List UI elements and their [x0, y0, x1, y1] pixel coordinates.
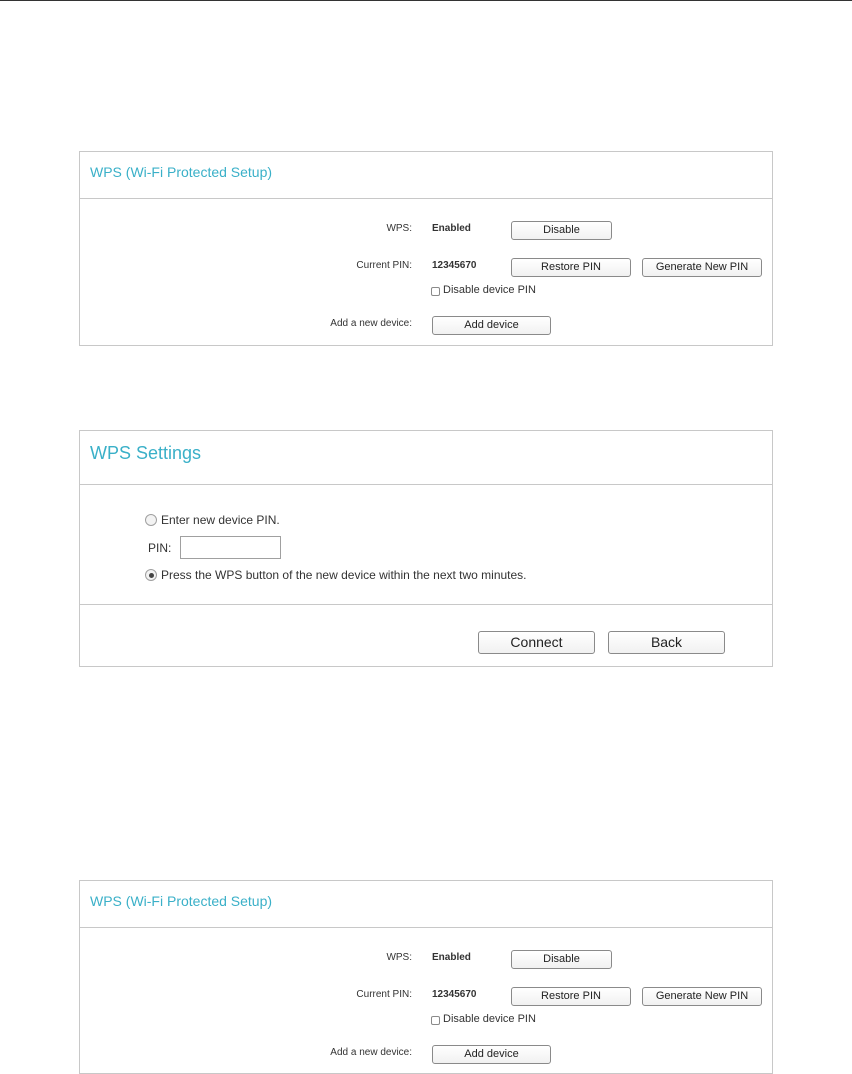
enter-pin-radio[interactable] — [145, 514, 157, 526]
push-button-radio[interactable] — [145, 569, 157, 581]
device-pin-input[interactable] — [180, 536, 281, 559]
wps-panel-bottom-header — [80, 881, 772, 928]
wps-settings-title: WPS Settings — [90, 443, 202, 463]
restore-pin-button[interactable]: Restore PIN — [511, 258, 631, 277]
wps-panel-top — [79, 151, 773, 346]
current-pin-value: 12345670 — [432, 260, 477, 271]
connect-button[interactable]: Connect — [478, 631, 595, 654]
push-button-option-label: Press the WPS button of the new device within the next two minutes. — [161, 568, 527, 582]
disable-wps-button[interactable]: Disable — [511, 950, 612, 969]
enter-pin-option-label: Enter new device PIN. — [161, 513, 280, 527]
wps-panel-bottom — [79, 880, 773, 1074]
restore-pin-button[interactable]: Restore PIN — [511, 987, 631, 1006]
add-new-device-label: Add a new device: — [330, 318, 412, 329]
add-new-device-label: Add a new device: — [330, 1047, 412, 1058]
current-pin-label: Current PIN: — [356, 989, 412, 1000]
pin-field-label: PIN: — [148, 541, 172, 555]
wps-settings-header — [80, 431, 772, 485]
wps-panel-top-title: WPS (Wi-Fi Protected Setup) — [90, 164, 273, 180]
disable-device-pin-checkbox[interactable] — [431, 287, 440, 296]
back-button[interactable]: Back — [608, 631, 725, 654]
disable-device-pin-label: Disable device PIN — [443, 1013, 536, 1025]
add-device-button[interactable]: Add device — [432, 316, 551, 335]
add-device-button[interactable]: Add device — [432, 1045, 551, 1064]
current-pin-value: 12345670 — [432, 989, 477, 1000]
page-top-rule — [0, 0, 852, 1]
wps-panel-bottom-title: WPS (Wi-Fi Protected Setup) — [90, 893, 273, 909]
disable-device-pin-label: Disable device PIN — [443, 284, 536, 296]
wps-status-value: Enabled — [432, 952, 471, 963]
wps-label: WPS: — [386, 952, 412, 963]
disable-wps-button[interactable]: Disable — [511, 221, 612, 240]
disable-device-pin-checkbox[interactable] — [431, 1016, 440, 1025]
wps-panel-top-header — [80, 152, 772, 199]
current-pin-label: Current PIN: — [356, 260, 412, 271]
wps-status-value: Enabled — [432, 223, 471, 234]
generate-new-pin-button[interactable]: Generate New PIN — [642, 987, 762, 1006]
wps-label: WPS: — [386, 223, 412, 234]
wps-settings-panel — [79, 430, 773, 667]
wps-settings-divider — [80, 604, 772, 605]
generate-new-pin-button[interactable]: Generate New PIN — [642, 258, 762, 277]
